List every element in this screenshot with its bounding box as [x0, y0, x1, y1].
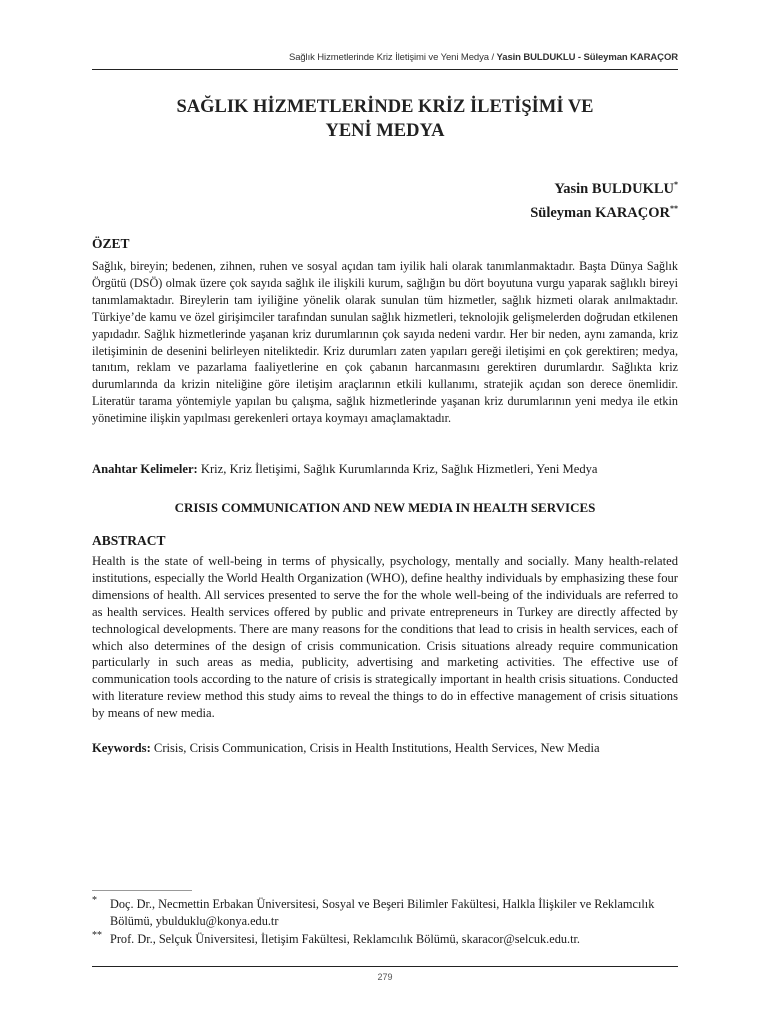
header-rule [92, 69, 678, 70]
anahtar-kelimeler-label: Anahtar Kelimeler: [92, 462, 198, 476]
paper-title-line-2: YENİ MEDYA [325, 121, 445, 141]
paper-title-line-1: SAĞLIK HİZMETLERİNDE KRİZ İLETİŞİMİ VE [176, 97, 594, 117]
abstract-heading: ABSTRACT [92, 533, 166, 548]
footnote-2-text: Prof. Dr., Selçuk Üniversitesi, İletişim Fakültesi, Reklamcılık Bölümü, skaracor@selcuk.edu.tr. [110, 932, 580, 946]
author-1-name: Yasin BULDUKLU [554, 181, 674, 197]
anahtar-kelimeler-list: Kriz, Kriz İletişimi, Sağlık Kurumlarında Kriz, Sağlık Hizmetleri, Yeni Medya [197, 462, 598, 476]
english-title: CRISIS COMMUNICATION AND NEW MEDIA IN HEALTH SERVICES [174, 500, 596, 515]
footer-rule [92, 966, 678, 967]
ozet-heading: ÖZET [92, 236, 130, 251]
footnote-1-text: Doç. Dr., Necmettin Erbakan Üniversitesi, Sosyal ve Beşeri Bilimler Fakültesi, Halkla İlişkiler ve Reklamcılık Bölümü, ybulduklu@konya.edu.tr [110, 897, 655, 928]
ozet-paragraph: Sağlık, bireyin; bedenen, zihnen, ruhen ve sosyal açıdan tam iyilik hali olarak tanımlanmaktadır. Başta Dünya Sağlık Örgütü (DSÖ) olmak üzere çok sayıda sağlık ile ilişkili kurum, sağlığın bu dört boyutuna vurgu yaparak sağlıklı bireyi tanımlamaktadır. Bireylerin tam iyiliğine yönelik olarak sunulan tüm hizmetler, sağlık hizmeti olarak anılmaktadır. Türkiye’de kamu ve özel girişimciler tarafından sunulan sağlık hizmetleri, teknolojik gelişmelerden doğrudan etkilenen yapıdadır. Sağlık hizmetlerinde yaşanan kriz durumlarının çok sayıda nedeni vardır. Her bir neden, aynı zamanda, kriz iletişiminin de desenini belirleyen niteliktedir. Kriz durumları zaten yapıları gereği iletişimi en çok gerektiren; medya, tanıtım, reklam ve pazarlama faaliyetlerine en çok çabanın harcanmasını gerektiren durumlardır. Sağlıkta kriz durumlarında da krizin niteliğine göre iletişim araçlarının etkili kullanımı, stratejik açıdan son derece önemlidir. Literatür tarama yöntemiyle yapılan bu çalışma, sağlık hizmetlerinde yaşanan kriz durumlarının yeni medya ile etkin yönetimine ilişkin yapılması gerekenleri ortaya koymayı amaçlamaktadır. [92, 259, 678, 426]
abstract-paragraph: Health is the state of well-being in terms of physically, psychology, mentally and socially. Many health-related institutions, especially the World Health Organization (WHO), define healthy individuals by emphasizing these four dimensions of health. All services presented to serve the for the whole well-being of the individuals are referred to as health services. Health services offered by public and private entrepreneurs in Turkey are directly affected by technological developments. There are many reasons for the conditions that lead to crisis in health services, each of which also determines of the design of crisis communication. Crisis situations already require communication particularly in such areas as media, publicity, advertising and marketing activities. The effective use of communication tools according to the nature of crisis is strategically important in health crisis situations. Conducted with literature review method this study aims to reveal the things to do in effective management of crisis situations by means of new media. [92, 554, 678, 721]
keywords-label: Keywords: [92, 741, 151, 755]
paper-title [92, 95, 678, 143]
keywords-list: Crisis, Crisis Communication, Crisis in Health Institutions, Health Services, New Media [150, 741, 600, 755]
author-2 [530, 199, 678, 223]
footnote-1 [92, 896, 678, 929]
keywords [92, 741, 678, 756]
running-head-separator: / [488, 52, 497, 63]
footnote-1-mark: * [92, 895, 97, 906]
author-1-mark: * [674, 180, 678, 189]
author-2-name: Süleyman KARAÇOR [530, 205, 670, 221]
author-1 [530, 175, 678, 199]
author-2-mark: ** [670, 204, 678, 213]
running-head-authors: Yasin BULDUKLU - Süleyman KARAÇOR [496, 52, 678, 63]
anahtar-kelimeler [92, 462, 678, 477]
footnote-rule [92, 890, 192, 891]
running-head-journal: Sağlık Hizmetlerinde Kriz İletişimi ve Yeni Medya [288, 52, 489, 63]
page-number: 279 [377, 972, 393, 982]
author-block [530, 175, 678, 223]
footnote-2 [92, 931, 678, 948]
footnote-2-mark: ** [92, 930, 102, 941]
running-head [92, 52, 678, 63]
